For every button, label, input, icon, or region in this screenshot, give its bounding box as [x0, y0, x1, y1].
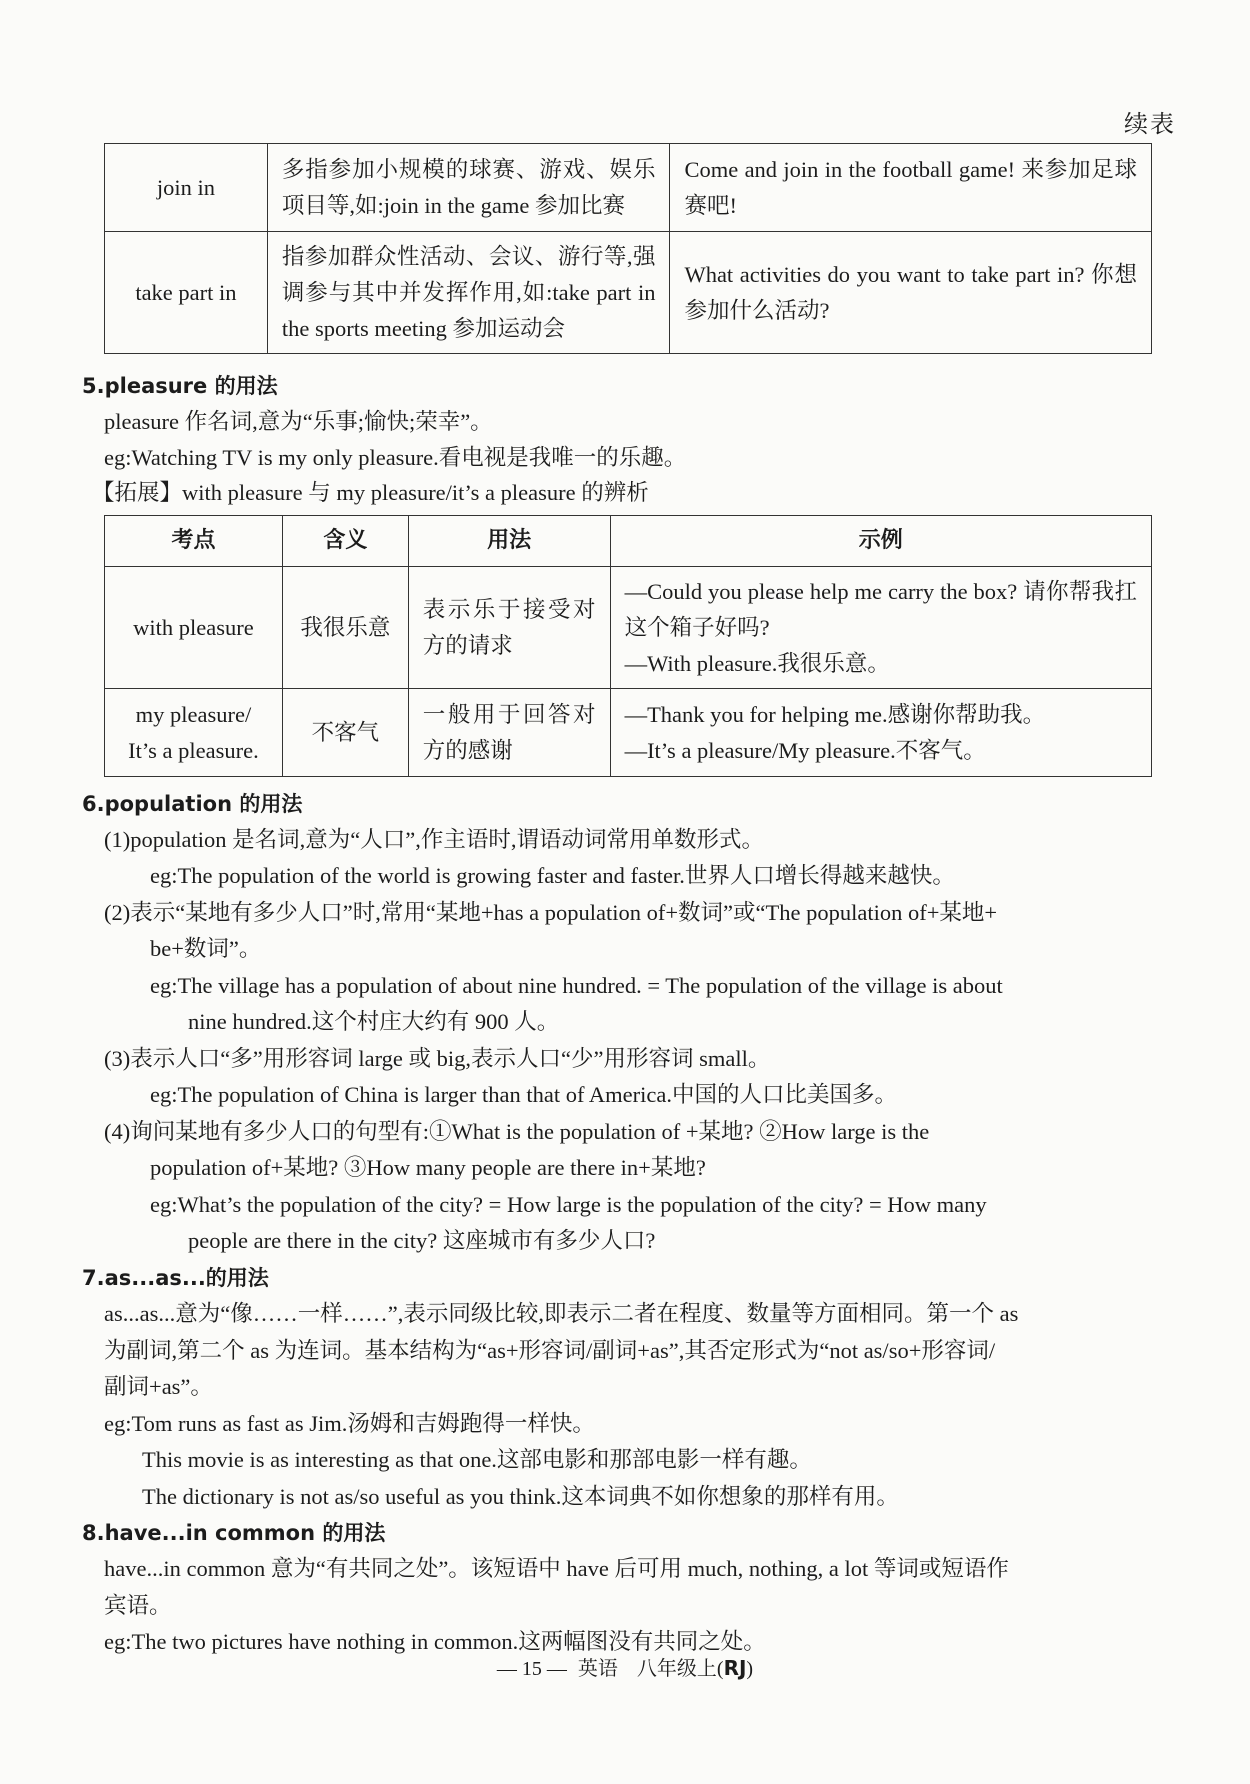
- point-cell: with pleasure: [105, 567, 283, 689]
- continued-label: 续表: [1124, 112, 1176, 138]
- point-line: It’s a pleasure.: [128, 737, 259, 763]
- example-line: —Thank you for helping me.感谢你帮助我。: [624, 701, 1046, 727]
- s8-definition: have...in common 意为“有共同之处”。该短语中 have 后可用 much, nothing, a lot 等词或短语作: [104, 1556, 1009, 1581]
- s6-point-4-cont: population of+某地? ③How many people are there in+某地?: [150, 1155, 706, 1180]
- s6-point-3-example: eg:The population of China is larger than that of America.中国的人口比美国多。: [150, 1082, 897, 1107]
- table-row: [105, 689, 1152, 777]
- subject-label: 英语: [577, 1658, 618, 1680]
- section-8-title: 8.have...in common 的用法: [82, 1521, 386, 1545]
- edition-label: RJ: [723, 1656, 747, 1680]
- s6-point-4: (4)询问某地有多少人口的句型有:①What is the population of +某地? ②How large is the: [104, 1119, 930, 1144]
- example-cell: [610, 567, 1151, 689]
- s8-definition-cont: 宾语。: [104, 1593, 172, 1618]
- header-cell: 考点: [105, 516, 283, 567]
- s6-point-1-example: eg:The population of the world is growing faster and faster.世界人口增长得越来越快。: [150, 863, 955, 888]
- usage-cell: 表示乐于接受对方的请求: [408, 567, 610, 689]
- s5-definition: pleasure 作名词,意为“乐事;愉快;荣幸”。: [104, 409, 493, 434]
- example-cell: What activities do you want to take part in? 你想参加什么活动?: [670, 232, 1152, 354]
- section-6-title: 6.population 的用法: [82, 792, 303, 816]
- example-line: —Could you please help me carry the box? 请你帮我扛这个箱子好吗?: [624, 578, 1137, 640]
- meaning-cell: 我很乐意: [282, 567, 408, 689]
- s5-extension: 【拓展】with pleasure 与 my pleasure/it’s a pleasure 的辨析: [92, 480, 649, 505]
- header-cell: 示例: [610, 516, 1151, 567]
- table-row: [105, 567, 1152, 689]
- s6-point-3: (3)表示人口“多”用形容词 large 或 big,表示人口“少”用形容词 small。: [104, 1046, 771, 1071]
- meaning-cell: 不客气: [282, 689, 408, 777]
- example-line: —With pleasure.我很乐意。: [624, 650, 890, 676]
- s7-definition: as...as...意为“像……一样……”,表示同级比较,即表示二者在程度、数量等方面相同。第一个 as: [104, 1301, 1019, 1326]
- header-cell: 用法: [408, 516, 610, 567]
- usage-cell: 多指参加小规模的球赛、游戏、娱乐项目等,如:join in the game 参加比赛: [267, 144, 670, 232]
- table-row: [105, 232, 1152, 354]
- example-line: —It’s a pleasure/My pleasure.不客气。: [624, 737, 986, 763]
- table-row: [105, 144, 1152, 232]
- header-cell: 含义: [282, 516, 408, 567]
- usage-cell: 指参加群众性活动、会议、游行等,强调参与其中并发挥作用,如:take part in the sports meeting 参加运动会: [267, 232, 670, 354]
- phrase-table: [104, 143, 1152, 354]
- grade-label: 八年级上(: [636, 1658, 724, 1680]
- s6-point-4-example: eg:What’s the population of the city? = How large is the population of the city? = How many: [150, 1192, 987, 1217]
- page-number: — 15 —: [496, 1658, 567, 1680]
- s6-point-2-cont: be+数词”。: [150, 936, 262, 961]
- page-footer: [0, 1652, 1250, 1681]
- section-5-title: 5.pleasure 的用法: [82, 374, 278, 398]
- example-cell: Come and join in the football game! 来参加足球赛吧!: [670, 144, 1152, 232]
- grade-close: ): [746, 1658, 754, 1680]
- pleasure-table: [104, 515, 1152, 777]
- s7-example-1: eg:Tom runs as fast as Jim.汤姆和吉姆跑得一样快。: [104, 1411, 595, 1436]
- usage-cell: 一般用于回答对方的感谢: [408, 689, 610, 777]
- s7-example-3: The dictionary is not as/so useful as you think.这本词典不如你想象的那样有用。: [142, 1484, 899, 1509]
- section-7-title: 7.as...as...的用法: [82, 1266, 269, 1290]
- s6-point-2-example-cont: nine hundred.这个村庄大约有 900 人。: [188, 1009, 560, 1034]
- s7-definition-cont: 副词+as”。: [104, 1374, 213, 1399]
- s8-example: eg:The two pictures have nothing in common.这两幅图没有共同之处。: [104, 1629, 766, 1654]
- example-cell: [610, 689, 1151, 777]
- point-line: my pleasure/: [135, 701, 252, 727]
- s6-point-2-example: eg:The village has a population of about nine hundred. = The population of the village is about: [150, 973, 1003, 998]
- point-cell: [105, 689, 283, 777]
- s6-point-1: (1)population 是名词,意为“人口”,作主语时,谓语动词常用单数形式。: [104, 827, 764, 852]
- s7-example-2: This movie is as interesting as that one.这部电影和那部电影一样有趣。: [142, 1447, 812, 1472]
- s7-definition-cont: 为副词,第二个 as 为连词。基本结构为“as+形容词/副词+as”,其否定形式为“not as/so+形容词/: [104, 1338, 996, 1363]
- s6-point-2: (2)表示“某地有多少人口”时,常用“某地+has a population of+数词”或“The population of+某地+: [104, 900, 998, 925]
- s6-point-4-example-cont: people are there in the city? 这座城市有多少人口?: [188, 1228, 656, 1253]
- term-cell: take part in: [105, 232, 268, 354]
- s5-example: eg:Watching TV is my only pleasure.看电视是我唯一的乐趣。: [104, 445, 687, 470]
- table-header-row: [105, 516, 1152, 567]
- term-cell: join in: [105, 144, 268, 232]
